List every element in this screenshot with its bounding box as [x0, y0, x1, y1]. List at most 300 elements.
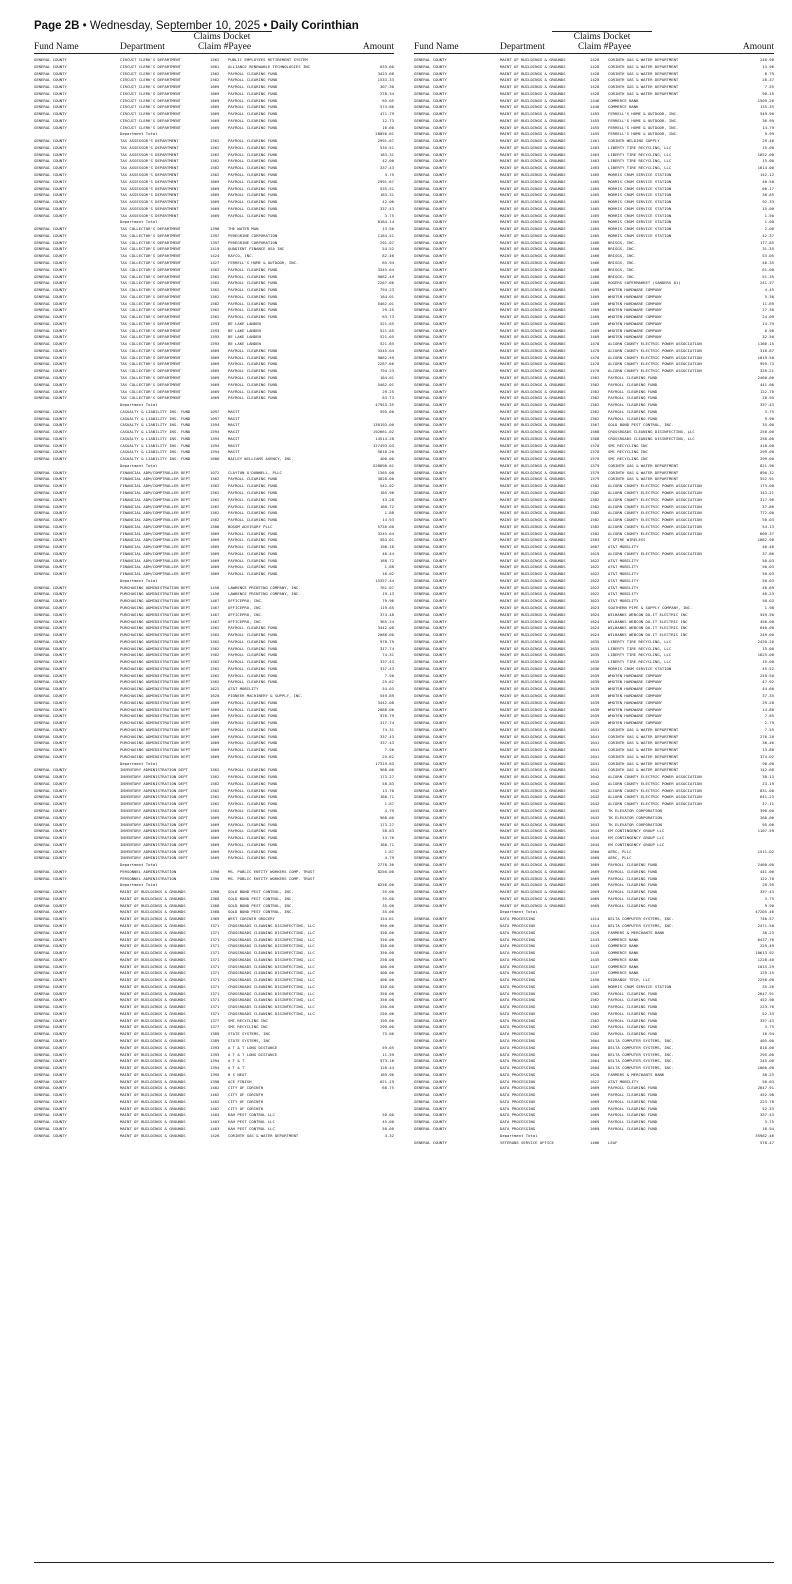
claim-number-cell: 1669 [210, 205, 220, 211]
amount-cell: 40.50 [762, 178, 774, 184]
amount-cell: 173.27 [379, 774, 394, 780]
department-cell: MAINT OF BUILDINGS & GROUNDS [500, 753, 566, 759]
payee-cell: ALCORN COUNTY ELECTRIC POWER ASSOCIATION [608, 787, 702, 793]
fund-cell: GENERAL COUNTY [34, 923, 67, 928]
amount-cell: 1614.00 [757, 165, 774, 171]
fund-cell: GENERAL COUNTY [414, 469, 447, 475]
payee-cell: COMMERCE BANK [608, 943, 639, 949]
fund-cell: GENERAL COUNTY [34, 232, 67, 238]
payee-cell: CLAYTON O'DONNELL, PLLC [228, 469, 282, 475]
fund-cell: GENERAL COUNTY [414, 1058, 447, 1064]
table-row [34, 152, 394, 159]
claim-number-cell: 1582 [590, 496, 600, 502]
claim-number-cell: 1419 [210, 246, 220, 252]
department-cell: MAINT OF BUILDINGS & GROUNDS [500, 598, 566, 604]
payee-cell: CORINTH GAS & WATER DEPARTMENT [608, 90, 679, 96]
amount-cell: 350.00 [379, 950, 394, 956]
table-row [34, 781, 394, 788]
claim-number-cell: 1428 [590, 63, 600, 69]
claim-number-cell: 1623 [590, 605, 600, 611]
payee-cell: PAYROLL CLEARING FUND [228, 104, 278, 110]
table-row [414, 497, 774, 504]
fund-cell: GENERAL COUNTY [34, 889, 67, 895]
table-row [414, 916, 774, 923]
fund-cell: GENERAL COUNTY [34, 178, 67, 184]
fund-cell: GENERAL COUNTY [34, 794, 67, 800]
table-row [414, 206, 774, 213]
fund-cell: GENERAL COUNTY [414, 1038, 447, 1044]
claim-number-cell: 1562 [210, 287, 220, 293]
docket-title [34, 31, 394, 41]
payee-cell: GOLD BOND PEST CONTROL, INC. [228, 895, 294, 901]
payee-cell: CROSSROADS CLEANING DISINFECTING, LLC [228, 1004, 315, 1010]
amount-cell: 241.57 [759, 280, 774, 286]
department-cell: MAINT OF BUILDINGS & GROUNDS [500, 131, 566, 137]
table-row [34, 368, 394, 375]
department-cell: FINANCIAL ADM/COMPTROLLER DEPT [120, 476, 191, 482]
amount-cell: 50.03 [762, 564, 774, 570]
claim-number-cell: 1669 [210, 368, 220, 374]
amount-cell: 1365.00 [377, 469, 394, 475]
fund-cell: GENERAL COUNTY [414, 90, 447, 96]
amount-cell: 973.18 [379, 1058, 394, 1064]
department-cell: MAINT OF BUILDINGS & GROUNDS [500, 226, 566, 232]
department-cell: FINANCIAL ADM/COMPTROLLER DEPT [120, 503, 191, 509]
payee-cell: PAYROLL CLEARING FUND [228, 544, 278, 550]
table-row [414, 402, 774, 409]
payee-cell: CORINTH GAS & WATER DEPARTMENT [608, 70, 679, 76]
department-cell: DATA PROCESSING [500, 1065, 536, 1071]
amount-cell: 1107.59 [757, 828, 774, 834]
table-row [414, 240, 774, 247]
table-row [414, 889, 774, 896]
department-cell: MAINT OF BUILDINGS & GROUNDS [500, 266, 566, 272]
fund-cell: GENERAL COUNTY [414, 767, 447, 773]
table-row [414, 1106, 774, 1113]
fund-cell: GENERAL COUNTY [414, 253, 447, 259]
claim-number-cell: 1669 [210, 90, 220, 96]
fund-cell: GENERAL COUNTY [414, 1024, 447, 1030]
fund-cell: GENERAL COUNTY [34, 408, 67, 414]
claim-number-cell: 1562 [210, 625, 220, 631]
department-cell: MAINT OF BUILDINGS & GROUNDS [500, 733, 566, 739]
claim-number-cell: 1562 [210, 787, 220, 793]
claim-number-cell: 1562 [210, 780, 220, 786]
amount-cell: 299.00 [379, 1024, 394, 1030]
table-row [34, 754, 394, 761]
department-cell: MAINT OF BUILDINGS & GROUNDS [500, 496, 566, 502]
claim-number-cell: 1463 [590, 144, 600, 150]
department-cell: MAINT OF BUILDINGS & GROUNDS [500, 503, 566, 509]
fund-cell: GENERAL COUNTY [414, 889, 447, 895]
claim-number-cell: 1622 [590, 591, 600, 597]
fund-cell: GENERAL COUNTY [34, 537, 67, 543]
claim-number-cell: 1669 [590, 895, 600, 901]
claim-number-cell: 1403 [210, 1112, 220, 1118]
claim-number-cell: 1669 [210, 97, 220, 103]
claim-number-cell: 1639 [590, 686, 600, 692]
department-cell: TAX ASSESSOR'S DEPARTMENT [120, 138, 179, 144]
department-cell: DATA PROCESSING [500, 1051, 536, 1057]
claim-number-cell: 1562 [590, 1010, 600, 1016]
department-cell: DATA PROCESSING [500, 1071, 536, 1077]
fund-cell: GENERAL COUNTY [34, 172, 67, 178]
table-row [414, 456, 774, 463]
department-cell: MAINT OF BUILDINGS & GROUNDS [500, 307, 566, 313]
table-row [34, 416, 394, 423]
payee-cell: WILBANKS WEBCON DO-IT ELECTRIC INC [608, 632, 688, 638]
payee-cell: MORRIS CRUM SERVICE STATION [608, 212, 672, 218]
claim-number-cell: 1582 [590, 517, 600, 523]
department-cell: MAINT OF BUILDINGS & GROUNDS [120, 1010, 186, 1016]
department-cell: TAX COLLECTOR'S DEPARTMENT [120, 368, 181, 374]
payee-cell: PAYROLL CLEARING FUND [228, 814, 278, 820]
amount-cell: 5610.20 [377, 449, 394, 455]
claim-number-cell: 1622 [590, 571, 600, 577]
claim-number-cell: 1403 [210, 1119, 220, 1125]
payee-cell: PAYROLL CLEARING FUND [228, 848, 278, 854]
fund-cell: GENERAL COUNTY [34, 347, 67, 353]
payee-cell: PAYROLL CLEARING FUND [228, 273, 278, 279]
amount-cell: 25.62 [382, 679, 394, 685]
fund-cell: GENERAL COUNTY [34, 652, 67, 658]
amount-cell: 59.05 [382, 1044, 394, 1050]
claim-number-cell: 1371 [210, 1004, 220, 1010]
payee-cell: CITY OF CORINTH [228, 1105, 264, 1111]
amount-cell: 29.28 [762, 699, 774, 705]
amount-cell: 3.75 [384, 212, 394, 218]
amount-cell: 38.46 [762, 740, 774, 746]
claim-number-cell: 1371 [210, 970, 220, 976]
table-row [34, 970, 394, 977]
department-cell: MAINT OF BUILDINGS & GROUNDS [120, 1031, 186, 1037]
fund-cell: GENERAL COUNTY [414, 544, 447, 550]
fund-cell: GENERAL COUNTY [414, 280, 447, 286]
fund-cell: GENERAL COUNTY [34, 388, 67, 394]
claim-number-cell: 1639 [590, 713, 600, 719]
payee-cell: PAYROLL CLEARING FUND [608, 868, 658, 874]
table-row [414, 1112, 774, 1119]
payee-cell: DELTA COMPUTER SYSTEMS, INC. [608, 1051, 674, 1057]
fund-cell: GENERAL COUNTY [34, 774, 67, 780]
department-cell: INVENTORY ADMINISTRATION DEPT [120, 767, 188, 773]
department-cell: MAINT OF BUILDINGS & GROUNDS [500, 442, 566, 448]
amount-cell: 350.00 [379, 983, 394, 989]
department-cell: INVENTORY ADMINISTRATION DEPT [120, 828, 188, 834]
claim-number-cell: 1624 [590, 618, 600, 624]
amount-cell: 47.11 [762, 801, 774, 807]
claim-number-cell: 1642 [590, 774, 600, 780]
amount-cell: 11.59 [382, 1051, 394, 1057]
claim-number-cell: 1562 [210, 57, 220, 62]
table-row [414, 869, 774, 876]
amount-cell: 549.90 [759, 111, 774, 117]
claim-number-cell: 1428 [590, 77, 600, 83]
fund-cell: GENERAL COUNTY [414, 77, 447, 83]
fund-cell: GENERAL COUNTY [414, 226, 447, 232]
fund-cell: GENERAL COUNTY [414, 273, 447, 279]
claim-number-cell: 1465 [590, 232, 600, 238]
table-row [34, 348, 394, 355]
department-cell: PURCHASING ADMINISTRATION DEPT [120, 598, 191, 604]
payee-cell: CROSSROADS CLEANING DISINFECTING, LLC [228, 970, 315, 976]
payee-cell: ALCORN COUNTY ELECTRIC POWER ASSOCIATION [608, 368, 702, 374]
table-row [34, 240, 394, 247]
claim-number-cell: 1447 [590, 963, 600, 969]
amount-cell: 1825.00 [757, 652, 774, 658]
department-cell: MAINT OF BUILDINGS & GROUNDS [120, 1038, 186, 1044]
payee-cell: PAYROLL CLEARING FUND [228, 124, 278, 130]
fund-cell: GENERAL COUNTY [414, 977, 447, 983]
amount-cell: 15.00 [762, 205, 774, 211]
table-row [34, 77, 394, 84]
amount-cell: 3.75 [764, 895, 774, 901]
fund-cell: GENERAL COUNTY [34, 997, 67, 1003]
claim-number-cell: 1371 [210, 997, 220, 1003]
payee-cell: ALCORN COUNTY ELECTRIC POWER ASSOCIATION [608, 483, 702, 489]
payee-cell: ALCORN COUNTY ELECTRIC POWER ASSOCIATION [608, 517, 702, 523]
department-cell: MAINT OF BUILDINGS & GROUNDS [500, 151, 566, 157]
claim-number-cell: 1622 [590, 584, 600, 590]
table-row [34, 314, 394, 321]
amount-cell: 35.00 [762, 422, 774, 428]
amount-cell: 47.92 [762, 679, 774, 685]
amount-cell: 1.87 [384, 801, 394, 807]
fund-cell: GENERAL COUNTY [34, 496, 67, 502]
amount-cell: 2647.91 [757, 990, 774, 996]
amount-cell: 65.05 [382, 97, 394, 103]
payee-cell: CROSSROADS CLEANING DISINFECTING, LLC [228, 929, 315, 935]
payee-cell: PAYROLL CLEARING FUND [228, 753, 278, 759]
amount-cell: 2991.67 [377, 178, 394, 184]
claim-number-cell: 1582 [590, 523, 600, 529]
payee-cell: CORINTH GAS & WATER DEPARTMENT [608, 462, 679, 468]
amount-cell: 2991.67 [377, 138, 394, 144]
table-row [34, 321, 394, 328]
payee-cell: AT&T MOBILITY [608, 591, 639, 597]
table-row [414, 328, 774, 335]
table-row [414, 740, 774, 747]
amount-cell: 337.43 [759, 1112, 774, 1118]
amount-cell: 68.75 [382, 1085, 394, 1091]
table-row [414, 274, 774, 281]
amount-cell: 3.75 [384, 172, 394, 178]
payee-cell: FARMERS & MERCHANTS BANK [608, 929, 665, 935]
fund-cell: GENERAL COUNTY [34, 787, 67, 793]
fund-cell: GENERAL COUNTY [414, 212, 447, 218]
payee-cell: LIBERTY TIRE RECYCLING, LLC [608, 638, 672, 644]
table-row [414, 382, 774, 389]
claim-number-cell: 1461 [590, 138, 600, 144]
payee-cell: PAYROLL CLEARING FUND [608, 1085, 658, 1091]
claim-number-cell: 1456 [210, 584, 220, 590]
fund-cell: GENERAL COUNTY [34, 57, 67, 62]
amount-cell: 46.35 [762, 259, 774, 265]
fund-cell: GENERAL COUNTY [414, 1065, 447, 1071]
department-cell: MAINT OF BUILDINGS & GROUNDS [500, 77, 566, 83]
table-row [34, 828, 394, 835]
table-row [414, 57, 774, 64]
payee-cell: PAYROLL CLEARING FUND [228, 632, 278, 638]
table-row [414, 625, 774, 632]
department-cell: MAINT OF BUILDINGS & GROUNDS [500, 720, 566, 726]
payee-cell: DELTA COMPUTER SYSTEMS, INC. [608, 1058, 674, 1064]
payee-cell: AT&T MOBILITY [608, 577, 639, 583]
claim-number-cell: 1669 [210, 720, 220, 726]
table-row [414, 666, 774, 673]
claim-number-cell: 1643 [590, 807, 600, 813]
payee-cell: MORRIS CRUM SERVICE STATION [608, 219, 672, 225]
department-cell: MAINT OF BUILDINGS & GROUNDS [500, 205, 566, 211]
department-cell: MAINT OF BUILDINGS & GROUNDS [120, 956, 186, 962]
department-cell: FINANCIAL ADM/COMPTROLLER DEPT [120, 537, 191, 543]
table-row [34, 253, 394, 260]
payee-cell: PAYROLL CLEARING FUND [228, 374, 278, 380]
table-row [414, 1004, 774, 1011]
payee-cell: ALCORN COUNTY ELECTRIC POWER ASSOCIATION [608, 354, 702, 360]
amount-cell: 250.00 [379, 956, 394, 962]
table-row [34, 1004, 394, 1011]
payee-cell: PAYROLL CLEARING FUND [608, 1112, 658, 1118]
table-row [414, 544, 774, 551]
payee-cell: PAYROLL CLEARING FUND [228, 212, 278, 218]
payee-cell: EM CONTINGENCY GROUP LLC [608, 835, 665, 841]
claim-number-cell: 1562 [210, 273, 220, 279]
claim-number-cell: 1466 [590, 253, 600, 259]
fund-cell: GENERAL COUNTY [34, 300, 67, 306]
payee-cell: PIONEER MACHINERY & SUPPLY, INC. [228, 692, 303, 698]
amount-cell: 74.31 [382, 652, 394, 658]
claims-docket-right-column [414, 31, 774, 1146]
fund-cell: GENERAL COUNTY [34, 314, 67, 320]
claim-number-cell: 1465 [590, 205, 600, 211]
claim-number-cell: 1402 [210, 1105, 220, 1111]
table-row [414, 551, 774, 558]
bottom-divider [34, 1562, 774, 1563]
department-cell: PERSONNEL ADMINISTRATION [120, 868, 177, 874]
fund-cell: GENERAL COUNTY [34, 429, 67, 435]
claim-number-cell: 1568 [590, 435, 600, 441]
table-row [414, 321, 774, 328]
fund-cell: GENERAL COUNTY [414, 950, 447, 956]
claim-number-cell: 1639 [590, 699, 600, 705]
fund-cell: GENERAL COUNTY [414, 422, 447, 428]
table-row [414, 1052, 774, 1059]
fund-cell: GENERAL COUNTY [34, 841, 67, 847]
table-row [414, 77, 774, 84]
claim-number-cell: 1394 [210, 1058, 220, 1064]
amount-cell: 317.74 [379, 720, 394, 726]
payee-cell: OFFICEPRO, INC. [228, 605, 264, 611]
department-cell: MAINT OF BUILDINGS & GROUNDS [120, 1119, 186, 1125]
payee-cell: SMC RECYCLING INC [608, 456, 648, 462]
amount-cell: 35982.46 [755, 1132, 774, 1138]
payee-cell: A T & T LONG DISTANCE [228, 1044, 278, 1050]
table-row [34, 788, 394, 795]
table-row [414, 943, 774, 950]
claim-number-cell: 1642 [590, 787, 600, 793]
fund-cell: GENERAL COUNTY [414, 1092, 447, 1098]
claim-number-cell: 1377 [210, 1017, 220, 1023]
department-cell: MAINT OF BUILDINGS & GROUNDS [500, 422, 566, 428]
claim-number-cell: 1582 [590, 530, 600, 536]
fund-cell: GENERAL COUNTY [34, 686, 67, 692]
fund-cell: GENERAL COUNTY [34, 584, 67, 590]
amount-cell: 15.00 [762, 645, 774, 651]
payee-cell: FERRELL'S HOME & OUTDOOR, INC. [608, 111, 679, 117]
amount-cell: 31.35 [762, 246, 774, 252]
claim-number-cell: 1669 [590, 875, 600, 881]
fund-cell: GENERAL COUNTY [414, 828, 447, 834]
payee-cell: MS. PUBLIC ENTITY WORKERS COMP. TRUST [228, 868, 315, 874]
claim-number-cell: 1428 [590, 57, 600, 62]
department-cell: MAINT OF BUILDINGS & GROUNDS [500, 117, 566, 123]
fund-cell: GENERAL COUNTY [414, 598, 447, 604]
amount-cell: 337.43 [759, 402, 774, 408]
table-row [414, 835, 774, 842]
amount-cell: 337.43 [379, 740, 394, 746]
claim-number-cell: 1397 [210, 239, 220, 245]
table-row [414, 754, 774, 761]
claim-number-cell: 1470 [590, 361, 600, 367]
payee-cell: PAYROLL CLEARING FUND [228, 571, 278, 577]
payee-cell: PAYROLL CLEARING FUND [608, 1092, 658, 1098]
claim-number-cell: 1398 [210, 1078, 220, 1084]
table-row [34, 896, 394, 903]
claim-number-cell: 1669 [210, 104, 220, 110]
department-cell: MAINT OF BUILDINGS & GROUNDS [500, 253, 566, 259]
table-row [414, 767, 774, 774]
table-row [34, 355, 394, 362]
claim-number-cell: 1669 [210, 388, 220, 394]
payee-cell: CROSSROADS CLEANING DISINFECTING, LLC [228, 963, 315, 969]
department-cell: FINANCIAL ADM/COMPTROLLER DEPT [120, 564, 191, 570]
amount-cell: 4.79 [384, 807, 394, 813]
fund-cell: GENERAL COUNTY [414, 875, 447, 881]
table-row [414, 612, 774, 619]
table-row [414, 1126, 774, 1133]
department-cell: MAINT OF BUILDINGS & GROUNDS [120, 889, 186, 895]
amount-cell: 3345.04 [377, 347, 394, 353]
fund-cell: GENERAL COUNTY [414, 747, 447, 753]
claim-number-cell: 1402 [210, 1098, 220, 1104]
department-cell: MAINT OF BUILDINGS & GROUNDS [500, 63, 566, 69]
fund-cell: GENERAL COUNTY [414, 402, 447, 408]
amount-cell: 794.23 [379, 287, 394, 293]
claim-number-cell: 1669 [210, 111, 220, 117]
amount-cell: 128.44 [379, 1065, 394, 1071]
fund-cell: GENERAL COUNTY [34, 307, 67, 313]
department-cell: TAX ASSESSOR'S DEPARTMENT [120, 199, 179, 205]
department-cell: CIRCUIT CLERK'S DEPARTMENT [120, 84, 181, 90]
table-row [414, 253, 774, 260]
department-cell: MAINT OF BUILDINGS & GROUNDS [500, 618, 566, 624]
table-row [414, 747, 774, 754]
claim-number-cell: 1470 [590, 354, 600, 360]
department-cell: MAINT OF BUILDINGS & GROUNDS [120, 963, 186, 969]
page-number: Page 2B [34, 20, 80, 32]
department-cell: MAINT OF BUILDINGS & GROUNDS [500, 544, 566, 550]
department-cell: MAINT OF BUILDINGS & GROUNDS [500, 841, 566, 847]
claim-number-cell: 1669 [210, 848, 220, 854]
department-cell: DATA PROCESSING [500, 1105, 536, 1111]
claim-number-cell: 1604 [590, 1044, 600, 1050]
department-cell: PURCHASING ADMINISTRATION DEPT [120, 733, 191, 739]
payee-cell: PAYROLL CLEARING FUND [228, 361, 278, 367]
amount-cell: 2460.00 [757, 862, 774, 868]
fund-cell: GENERAL COUNTY [34, 753, 67, 759]
claim-number-cell: 1641 [590, 753, 600, 759]
